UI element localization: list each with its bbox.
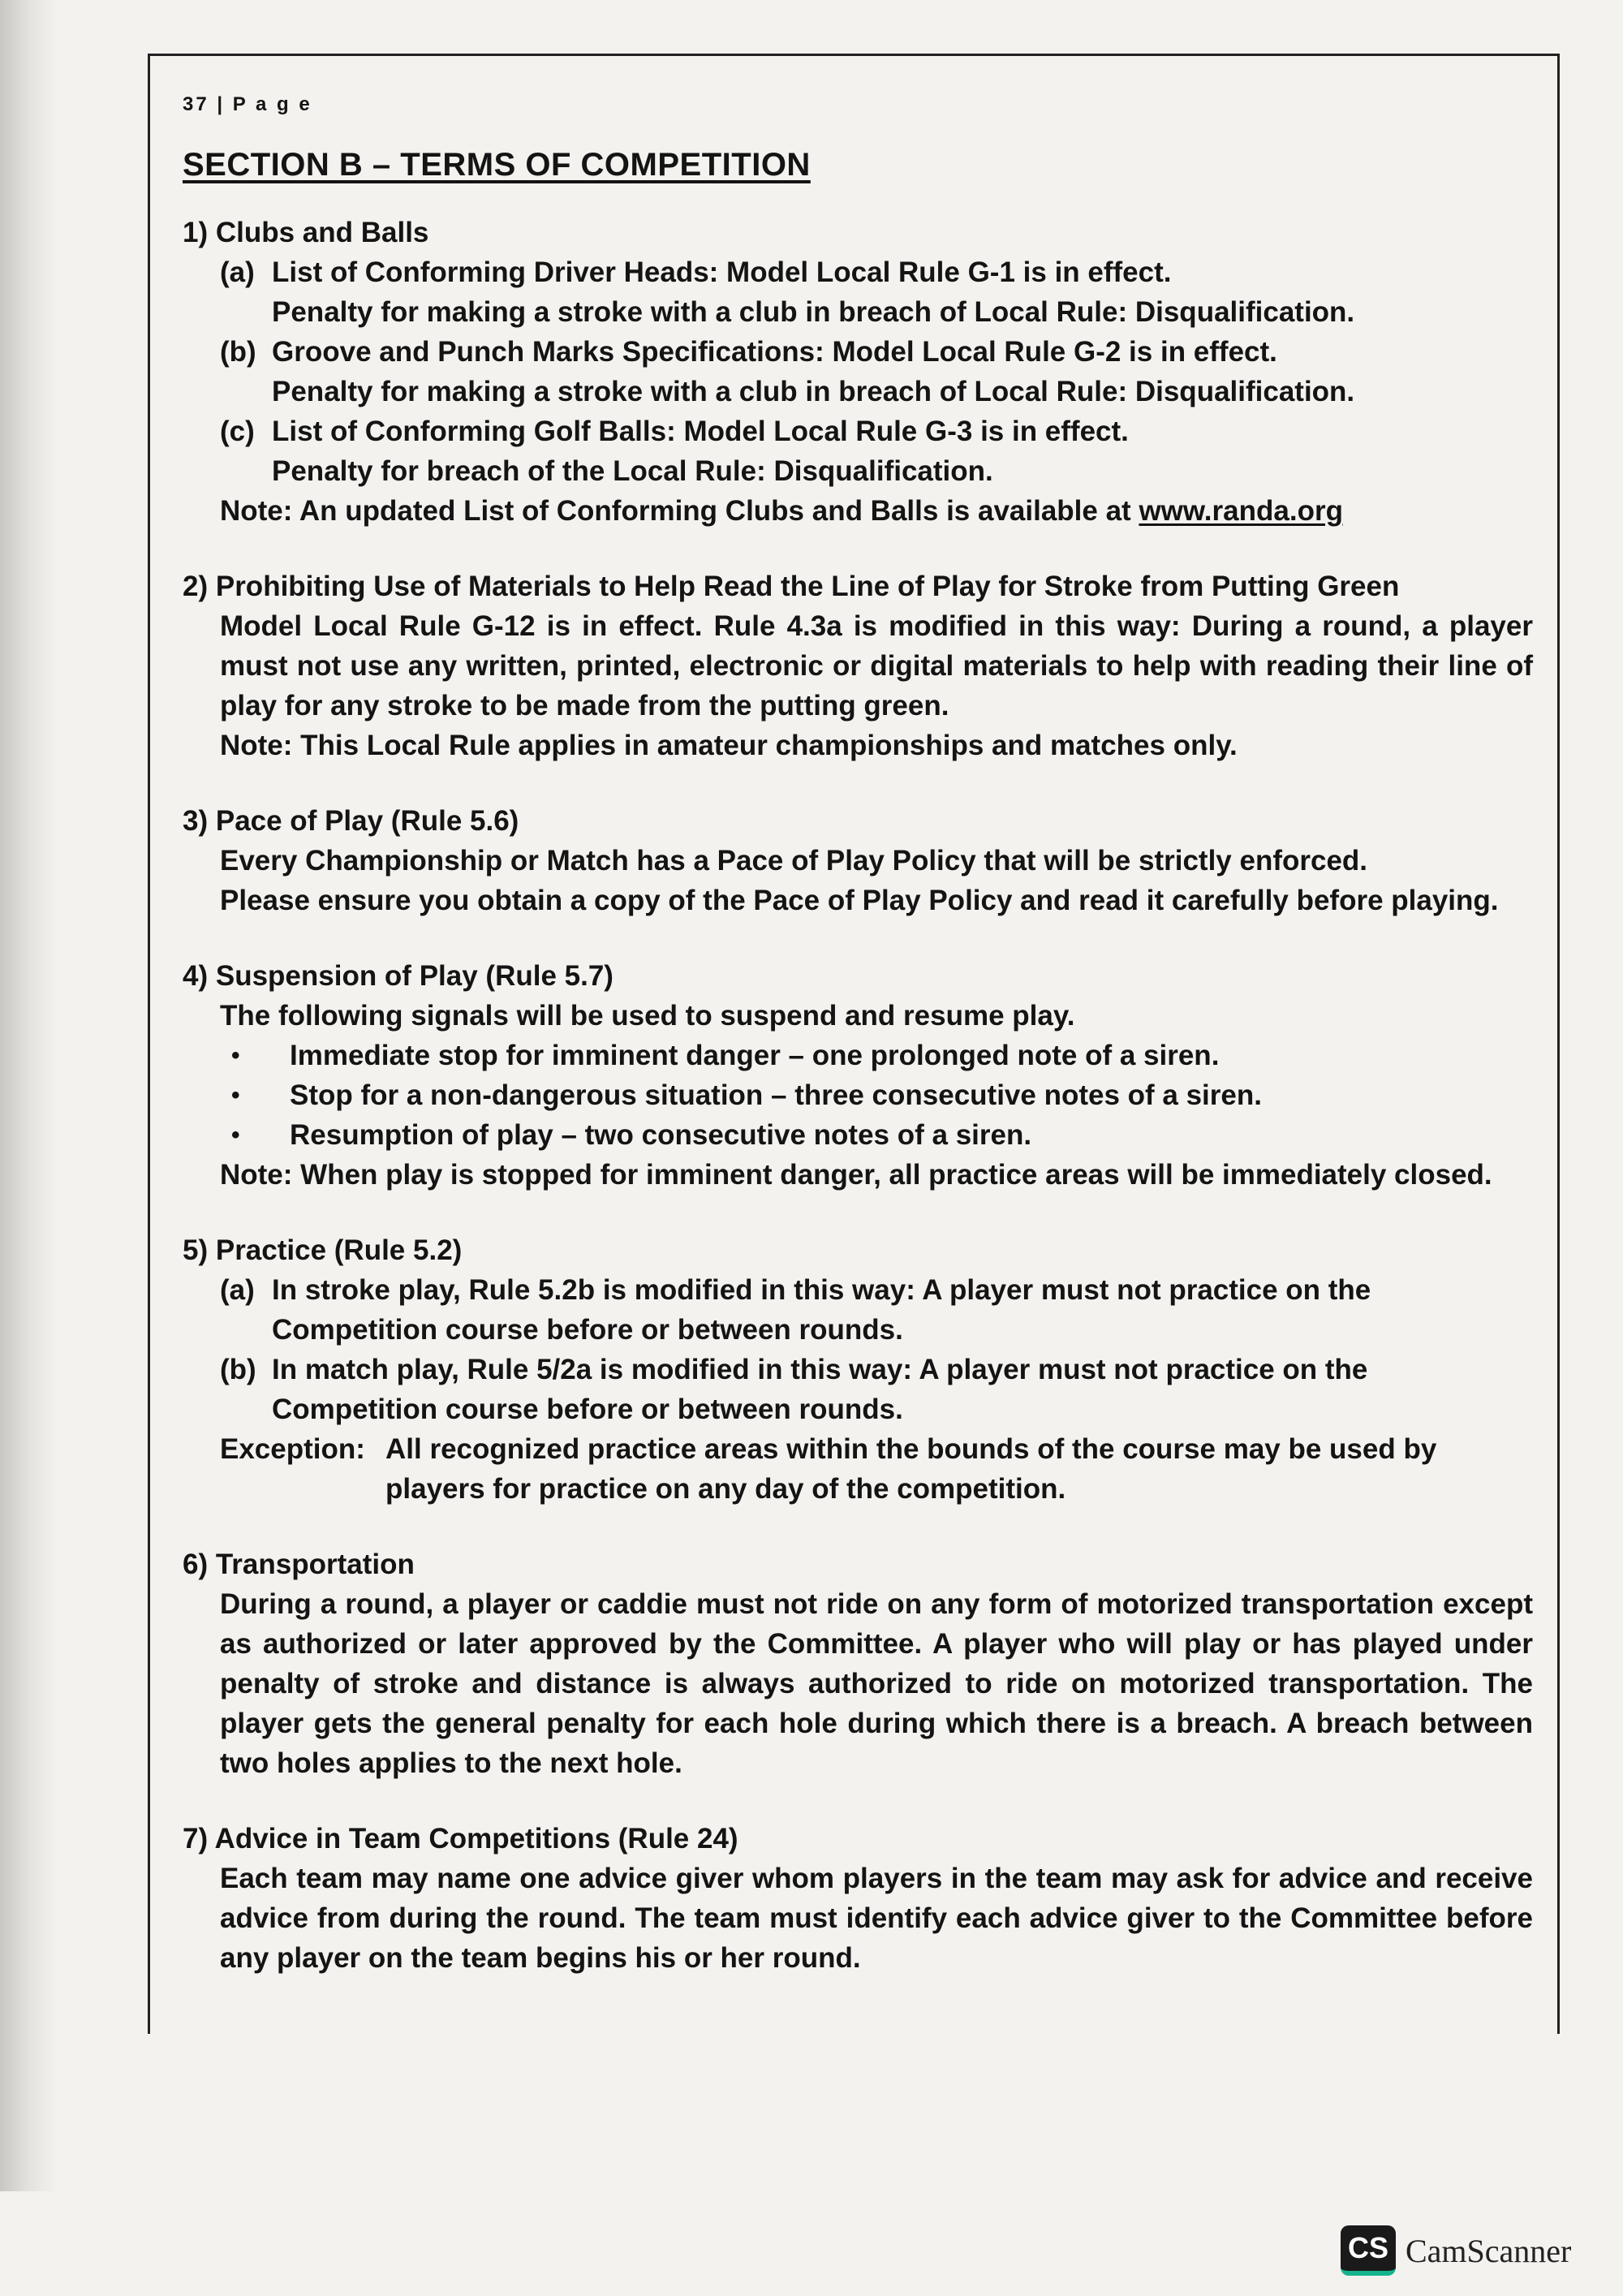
section-body: Each team may name one advice giver whom players in the team may ask for advice and receive advice from during the round. The team must identify each advice giver to the Committee before any player on the team begins his or her round. [220, 1863, 1533, 1974]
section-body: Model Local Rule G-12 is in effect. Rule 4.3a is modified in this way: During a round, a player must not use any written, printed, electronic or digital materials to help with reading their line of play for any stroke to be made from the putting green. [220, 610, 1533, 722]
list-item [183, 1075, 1533, 1115]
page-content [183, 93, 1533, 1978]
item-text: List of Conforming Driver Heads: Model Local Rule G-1 is in effect. [272, 256, 1172, 288]
list-item [183, 1036, 1533, 1075]
exception-label: Exception: [220, 1433, 365, 1465]
section-prohibiting-materials [183, 566, 1533, 765]
note: Note: This Local Rule applies in amateur championships and matches only. [220, 730, 1238, 761]
section-transportation [183, 1544, 1533, 1783]
randa-link[interactable]: www.randa.org [1139, 495, 1343, 527]
list-item [183, 1270, 1533, 1350]
item-text: In match play, Rule 5/2a is modified in this way: A player must not practice on the Competition course before or between rounds. [272, 1354, 1368, 1425]
list-item [183, 1350, 1533, 1429]
exception-text: All recognized practice areas within the bounds of the course may be used by players for practice on any day of the competition. [385, 1433, 1437, 1505]
section-body: During a round, a player or caddie must not ride on any form of motorized transportation except as authorized or later approved by the Committee. A player who will play or has played under penalty of stroke and distance is always authorized to ride on motorized transportation. The player gets the general penalty for each hole during which there is a breach. A breach between two holes applies to the next hole. [220, 1588, 1533, 1779]
item-text: Groove and Punch Marks Specifications: Model Local Rule G-2 is in effect. [272, 336, 1277, 368]
section-body: Please ensure you obtain a copy of the Pace of Play Policy and read it carefully before playing. [220, 885, 1499, 916]
section-heading: 5) Practice (Rule 5.2) [183, 1234, 463, 1266]
item-label: (c) [220, 416, 255, 447]
section-practice [183, 1230, 1533, 1509]
item-text: List of Conforming Golf Balls: Model Local Rule G-3 is in effect. [272, 416, 1129, 447]
item-label: (a) [220, 1274, 255, 1306]
note [183, 491, 1533, 531]
penalty-text: Penalty for making a stroke with a club in breach of Local Rule: Disqualification. [272, 296, 1355, 328]
note: Note: When play is stopped for imminent danger, all practice areas will be immediately closed. [220, 1159, 1492, 1191]
scan-edge-shadow [0, 0, 57, 2191]
section-heading: 2) Prohibiting Use of Materials to Help Read the Line of Play for Stroke from Putting Green [183, 571, 1400, 602]
list-item [183, 252, 1533, 292]
camscanner-name: CamScanner [1406, 2232, 1572, 2269]
bullet-icon: • [231, 1122, 240, 1148]
list-item [183, 1115, 1533, 1155]
page-number: 37 | P a g e [183, 93, 312, 115]
section-body: Every Championship or Match has a Pace of Play Policy that will be strictly enforced. [220, 845, 1368, 877]
section-pace-of-play [183, 801, 1533, 920]
list-item [183, 332, 1533, 372]
section-heading: 1) Clubs and Balls [183, 217, 429, 248]
bullet-text: Resumption of play – two consecutive notes of a siren. [290, 1119, 1032, 1151]
bullet-text: Stop for a non-dangerous situation – three consecutive notes of a siren. [290, 1079, 1262, 1111]
item-label: (b) [220, 336, 256, 368]
penalty-text: Penalty for making a stroke with a club in breach of Local Rule: Disqualification. [272, 376, 1355, 407]
item-label: (b) [220, 1354, 256, 1385]
section-heading: 7) Advice in Team Competitions (Rule 24) [183, 1823, 738, 1854]
document-page [148, 54, 1560, 2034]
bullet-icon: • [231, 1042, 240, 1069]
section-heading: 6) Transportation [183, 1549, 415, 1580]
penalty-text: Penalty for breach of the Local Rule: Disqualification. [272, 455, 993, 487]
section-advice-team-competitions [183, 1819, 1533, 1978]
section-clubs-and-balls [183, 213, 1533, 531]
section-heading: 3) Pace of Play (Rule 5.6) [183, 805, 519, 837]
bullet-text: Immediate stop for imminent danger – one prolonged note of a siren. [290, 1040, 1220, 1071]
note-text: Note: An updated List of Conforming Clubs and Balls is available at [220, 495, 1139, 527]
section-intro: The following signals will be used to suspend and resume play. [220, 1000, 1075, 1032]
list-item [183, 411, 1533, 451]
exception [183, 1429, 1533, 1509]
bullet-icon: • [231, 1082, 240, 1109]
camscanner-logo-icon: CS [1341, 2225, 1396, 2276]
section-title: SECTION B – TERMS OF COMPETITION [183, 147, 811, 183]
item-text: In stroke play, Rule 5.2b is modified in this way: A player must not practice on the Competition course before or between rounds. [272, 1274, 1371, 1346]
camscanner-watermark [1341, 2225, 1571, 2276]
item-label: (a) [220, 256, 255, 288]
section-suspension-of-play [183, 956, 1533, 1195]
section-heading: 4) Suspension of Play (Rule 5.7) [183, 960, 613, 992]
